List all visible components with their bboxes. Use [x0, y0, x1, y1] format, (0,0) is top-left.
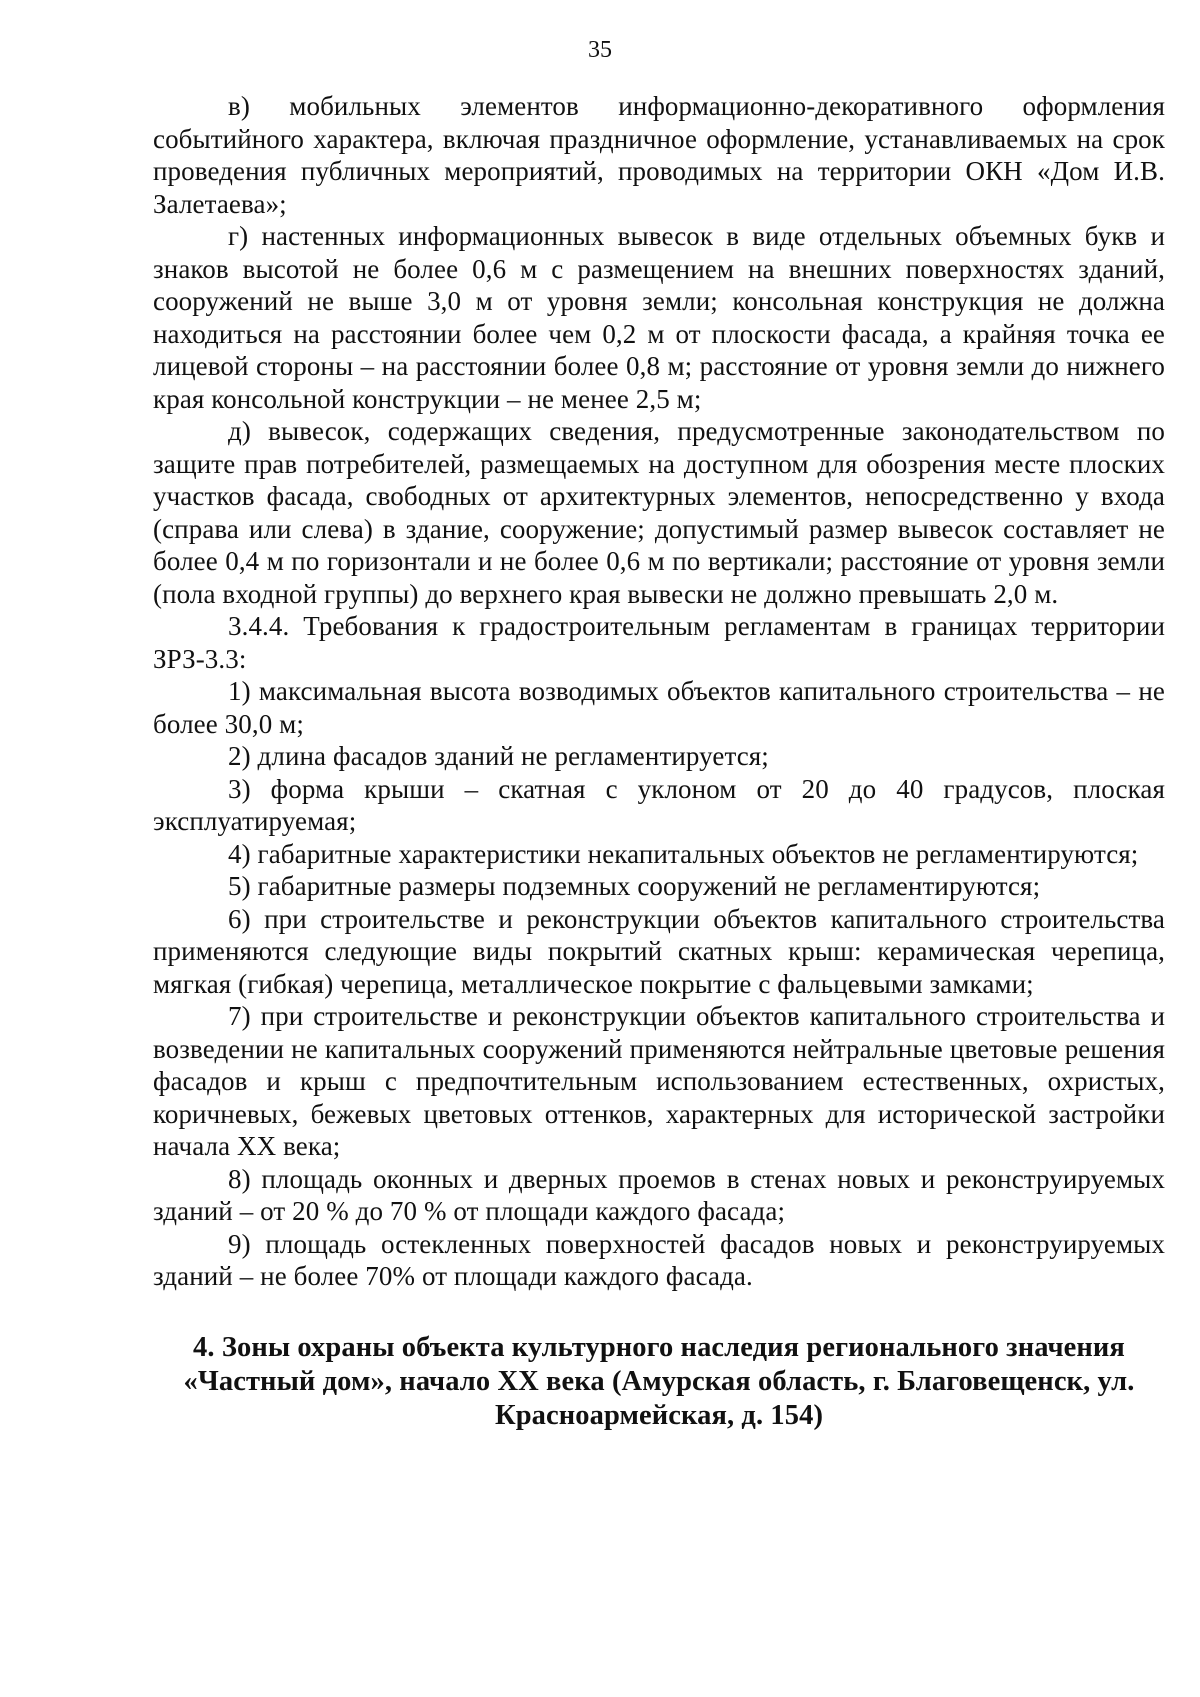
list-item-2-facade-length: 2) длина фасадов зданий не регламентируется; [228, 741, 769, 771]
paragraph-g-wall-signs: г) настенных информационных вывесок в виде отдельных объемных букв и знаков высотой не более 0,6 м с размещением на внешних поверхностях зданий, сооружений не выше 3,0 м от уровня земли; консольная конструкция не должна находиться на расстоянии более чем 0,2 м от плоскости фасада, а крайняя точка ее лицевой стороны – на расстоянии более 0,8 м; расстояние от уровня земли до нижнего края консольной конструкции – не менее 2,5 м; [153, 221, 1165, 414]
list-item-1-max-height: 1) максимальная высота возводимых объектов капитального строительства – не более 30,0 м; [153, 676, 1165, 739]
list-item-4-temporary-objects: 4) габаритные характеристики некапитальных объектов не регламентируются; [228, 838, 1139, 869]
list-item-6-roof-coverings: 6) при строительстве и реконструкции объектов капитального строительства применяются следующие виды покрытий скатных крыш: керамическая черепица, мягкая (гибкая) черепица, металлическое покрытие с фальцевыми замками; [153, 903, 1165, 999]
document-body [153, 90, 1165, 1433]
list-item-3-roof-shape: 3) форма крыши – скатная с уклоном от 20 до 40 градусов, плоская эксплуатируемая; [153, 773, 1165, 836]
paragraph-d-consumer-signs: д) вывесок, содержащих сведения, предусмотренные законодательством по защите прав потребителей, размещаемых на доступном для обозрения месте плоских участков фасада, свободных от архитектурных элементов, непосредственно у входа (справа или слева) в здание, сооружение; допустимый размер вывесок составляет не более 0,4 м по горизонтали и не более 0,6 м по вертикали; расстояние от уровня земли (пола входной группы) до верхнего края вывески не должно превышать 2,0 м. [153, 416, 1165, 609]
list-item-7-color-solutions: 7) при строительстве и реконструкции объектов капитального строительства и возведении не капитальных сооружений применяются нейтральные цветовые решения фасадов и крыш с предпочтительным использованием естественных, охристых, коричневых, бежевых цветовых оттенков, характерных для исторической застройки начала XX века; [153, 1001, 1165, 1161]
paragraph-v-mobile-elements: в) мобильных элементов информационно-декоративного оформления событийного характера, включая праздничное оформление, устанавливаемых на срок проведения публичных мероприятий, проводимых на территории ОКН «Дом И.В. Залетаева»; [153, 91, 1165, 219]
list-item-8-window-door-openings: 8) площадь оконных и дверных проемов в стенах новых и реконструируемых зданий – от 20 % до 70 % от площади каждого фасада; [153, 1163, 1165, 1226]
list-item-9-glazed-surfaces: 9) площадь остекленных поверхностей фасадов новых и реконструируемых зданий – не более 70% от площади каждого фасада. [153, 1228, 1165, 1291]
section-heading: 4. Зоны охраны объекта культурного наследия регионального значения «Частный дом», начало XX века (Амурская область, г. Благовещенск, ул. Красноармейская, д. 154) [183, 1331, 1135, 1431]
paragraph-3-4-4-requirements: 3.4.4. Требования к градостроительным регламентам в границах территории ЗРЗ-3.3: [153, 611, 1165, 674]
page-number: 35 [588, 37, 612, 63]
list-item-5-underground-structures: 5) габаритные размеры подземных сооружений не регламентируются; [228, 871, 1041, 901]
